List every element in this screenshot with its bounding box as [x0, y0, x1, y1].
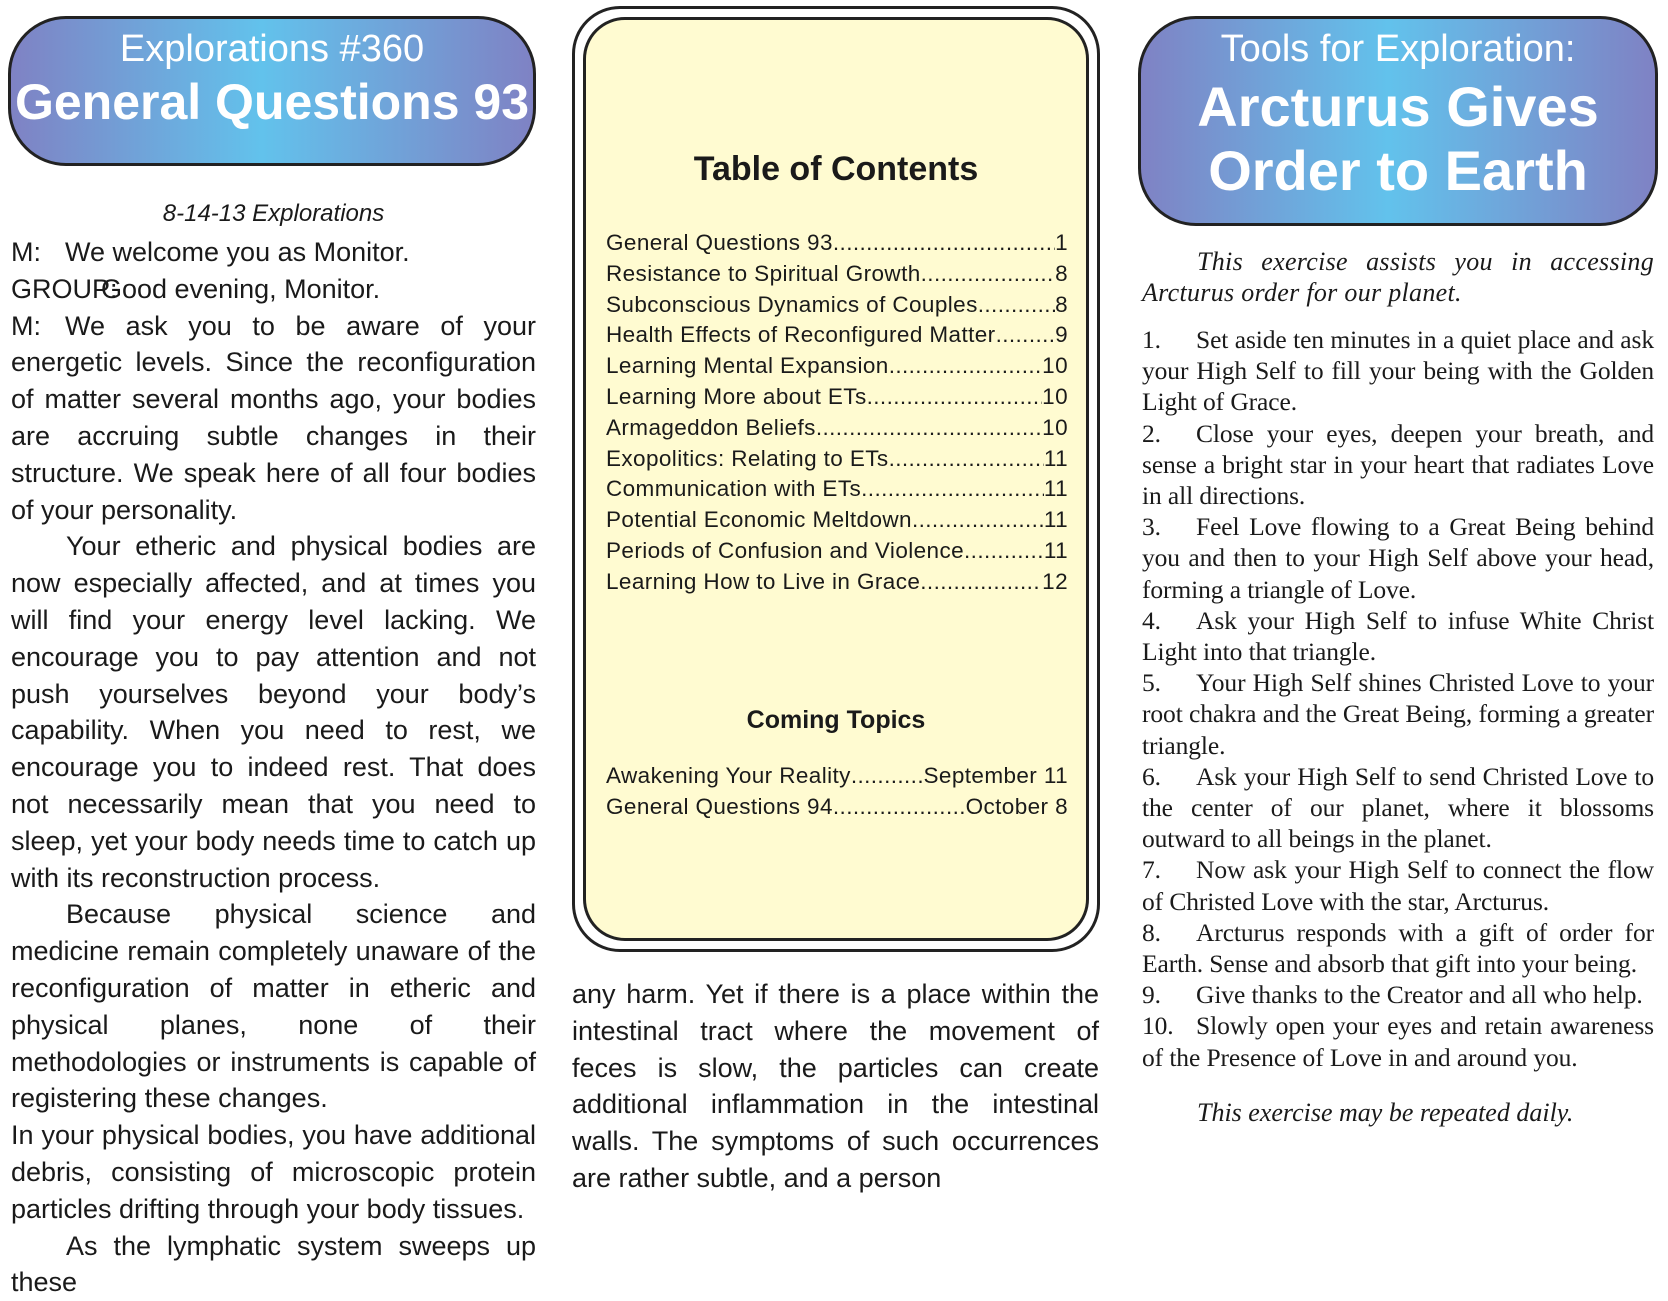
- toc-entry-title: Learning How to Live in Grace: [606, 568, 921, 594]
- step-number: 1.: [1142, 325, 1161, 354]
- body-paragraph: Because physical science and medicine remain completely unaware of the reconfiguration of matter in etheric and physical planes, none of their methodologies or instruments is capable of registering these changes.: [11, 899, 536, 1114]
- coming-topics-list: [606, 760, 1068, 822]
- toc-leader-dots: [889, 351, 1042, 382]
- toc-entry-title: Learning Mental Expansion: [606, 353, 889, 379]
- table-of-contents-box: [572, 6, 1100, 952]
- step-text: Ask your High Self to infuse White Christ Light into that triangle.: [1142, 605, 1654, 667]
- dialogue-text: Good evening, Monitor.: [101, 273, 381, 304]
- exercise-step: [1142, 511, 1654, 605]
- toc-entry-page: 8: [1055, 260, 1068, 286]
- step-text: Your High Self shines Christed Love to your root chakra and the Great Being, forming a greater triangle.: [1142, 668, 1654, 760]
- toc-leader-dots: [978, 290, 1055, 321]
- step-number: 4.: [1142, 605, 1161, 635]
- table-of-contents-inner: [583, 17, 1089, 941]
- exercise-step: [1142, 605, 1654, 667]
- step-text: Ask your High Self to send Christed Love to the center of our planet, where it blossoms outward to all beings in the planet.: [1142, 761, 1654, 854]
- body-paragraph: any harm. Yet if there is a place within the intestinal tract where the movement of feces is slow, the particles can create additional inflammation in the intestinal walls. The symptoms of such occurrences are rather subtle, and a person: [572, 979, 1099, 1193]
- toc-entry: [606, 320, 1068, 351]
- toc-entry-page: 8: [1055, 291, 1068, 317]
- toc-leader-dots: [861, 474, 1044, 505]
- body-paragraph: As the lymphatic system sweeps up these: [11, 1230, 536, 1298]
- exercise-intro: This exercise assists you in accessing Arcturus order for our planet.: [1142, 247, 1654, 307]
- exercise-header-banner: [1138, 16, 1658, 226]
- toc-leader-dots: [920, 567, 1042, 598]
- step-number: 2.: [1142, 418, 1161, 448]
- step-text: Give thanks to the Creator and all who help.: [1196, 980, 1643, 1010]
- toc-entry-title: Potential Economic Meltdown: [606, 507, 912, 533]
- exercise-step: [1142, 418, 1654, 512]
- exercise-step: [1142, 854, 1654, 916]
- toc-entry-page: 11: [1043, 476, 1068, 502]
- speaker-label: GROUP:: [11, 273, 118, 304]
- toc-leader-dots: [889, 444, 1044, 475]
- toc-entry: [606, 290, 1068, 321]
- coming-topic-date: October 8: [965, 794, 1068, 819]
- speaker-label: M:: [11, 310, 41, 341]
- exercise-step: [1142, 761, 1654, 855]
- toc-entry-page: 10: [1042, 353, 1068, 379]
- step-text: Now ask your High Self to connect the flow of Christed Love with the star, Arcturus.: [1142, 855, 1654, 916]
- speaker-label: M:: [11, 237, 41, 267]
- toc-entry-title: Communication with ETs: [606, 476, 862, 502]
- article-header-banner: [8, 16, 536, 166]
- dialogue-text: We welcome you as Monitor.: [65, 237, 410, 267]
- step-number: 9.: [1142, 980, 1161, 1010]
- toc-leader-dots: [851, 760, 924, 791]
- exercise-title-line2: Order to Earth: [1208, 139, 1588, 202]
- toc-leader-dots: [816, 413, 1042, 444]
- exercise-step: [1142, 917, 1654, 979]
- exercise-closing-note: This exercise may be repeated daily.: [1197, 1097, 1574, 1127]
- exercise-step: [1142, 667, 1654, 761]
- toc-entry: [606, 444, 1068, 475]
- step-number: 6.: [1142, 761, 1161, 791]
- toc-entry-page: 10: [1042, 383, 1068, 409]
- exercise-title-line1: Arcturus Gives: [1197, 75, 1599, 138]
- dialogue-paragraph: [11, 234, 536, 271]
- body-paragraph: Your etheric and physical bodies are now especially affected, and at times you will find your energy level lacking. We encourage you to pay attention and not push yourselves beyond your body’s capability. When you need to rest, we encourage you to indeed rest. That does not necessarily mean that you need to sleep, yet your body needs time to catch up with its reconstruction process.: [11, 531, 536, 893]
- toc-entry-page: 1: [1055, 230, 1068, 255]
- toc-leader-dots: [867, 382, 1043, 413]
- toc-entry: [606, 567, 1068, 598]
- coming-topic-title: Awakening Your Reality: [606, 763, 851, 788]
- toc-leader-dots: [921, 259, 1055, 290]
- toc-title: Table of Contents: [693, 150, 979, 188]
- coming-topics-title: Coming Topics: [746, 706, 926, 734]
- step-text: Close your eyes, deepen your breath, and sense a bright star in your heart that radiates Love in all directions.: [1142, 418, 1654, 511]
- article-issue-label: Explorations #360: [119, 28, 425, 70]
- toc-leader-dots: [996, 320, 1056, 351]
- dialogue-paragraph: [11, 308, 536, 529]
- step-number: 10.: [1142, 1011, 1174, 1041]
- toc-entry: [606, 413, 1068, 444]
- step-number: 5.: [1142, 668, 1161, 698]
- toc-entry-title: Armageddon Beliefs: [606, 414, 816, 440]
- step-text: Feel Love flowing to a Great Being behind you and then to your High Self above your head, forming a triangle of Love.: [1142, 512, 1654, 604]
- toc-leader-dots: [912, 505, 1044, 536]
- toc-entry-title: Resistance to Spiritual Growth: [606, 260, 921, 286]
- toc-entry-title: Health Effects of Reconfigured Matter: [606, 322, 996, 348]
- article-column-middle: [572, 976, 1099, 1197]
- toc-entry: [606, 259, 1068, 290]
- toc-leader-dots: [833, 228, 1055, 259]
- toc-entry-page: 11: [1043, 537, 1068, 563]
- body-paragraph: In your physical bodies, you have additional debris, consisting of microscopic protein particles drifting through your body tissues.: [11, 1120, 536, 1224]
- step-text: Arcturus responds with a gift of order for Earth. Sense and absorb that gift into your being.: [1142, 917, 1654, 979]
- coming-topic-date: September 11: [923, 763, 1068, 788]
- toc-entry: [606, 505, 1068, 536]
- step-number: 7.: [1142, 855, 1161, 885]
- dialogue-text: We ask you to be aware of your energetic levels. Since the reconfiguration of matter several months ago, your bodies are accruing subtle changes in their structure. We speak here of all four bodies of your personality.: [11, 310, 536, 525]
- toc-entry: [606, 536, 1068, 567]
- toc-entry-title: Learning More about ETs: [606, 383, 867, 409]
- exercise-column: [1142, 246, 1654, 1128]
- toc-entry: [606, 351, 1068, 382]
- exercise-step: [1142, 1010, 1654, 1072]
- coming-topic-title: General Questions 94: [606, 794, 833, 819]
- toc-leader-dots: [964, 536, 1044, 567]
- toc-entry-page: 12: [1042, 568, 1068, 594]
- toc-entry-list: [606, 228, 1068, 598]
- toc-entry-page: 11: [1043, 445, 1068, 471]
- exercise-step: [1142, 979, 1654, 1010]
- toc-entry: [606, 382, 1068, 413]
- step-text: Set aside ten minutes in a quiet place and ask your High Self to fill your being with the Golden Light of Grace.: [1142, 325, 1654, 417]
- toc-entry-title: General Questions 93: [606, 230, 833, 255]
- step-number: 8.: [1142, 917, 1161, 947]
- step-text: Slowly open your eyes and retain awareness of the Presence of Love in and around you.: [1142, 1011, 1654, 1072]
- toc-entry-page: 9: [1055, 322, 1068, 348]
- coming-topic-entry: [606, 760, 1068, 791]
- toc-entry-title: Subconscious Dynamics of Couples: [606, 291, 978, 317]
- toc-entry-title: Periods of Confusion and Violence: [606, 537, 965, 563]
- dialogue-paragraph: [11, 271, 536, 308]
- coming-topic-entry: [606, 791, 1068, 822]
- article-column-left: [11, 194, 536, 1301]
- exercise-steps-list: [1142, 324, 1654, 1073]
- article-dateline: 8-14-13 Explorations: [162, 200, 385, 227]
- toc-entry: [606, 228, 1068, 259]
- toc-entry-page: 11: [1043, 507, 1068, 533]
- toc-leader-dots: [833, 791, 966, 822]
- toc-entry: [606, 474, 1068, 505]
- step-number: 3.: [1142, 512, 1161, 542]
- toc-entry-title: Exopolitics: Relating to ETs: [606, 445, 889, 471]
- article-title: General Questions 93: [14, 74, 530, 130]
- exercise-step: [1142, 324, 1654, 418]
- toc-entry-page: 10: [1042, 414, 1068, 440]
- exercise-section-label: Tools for Exploration:: [1220, 28, 1576, 70]
